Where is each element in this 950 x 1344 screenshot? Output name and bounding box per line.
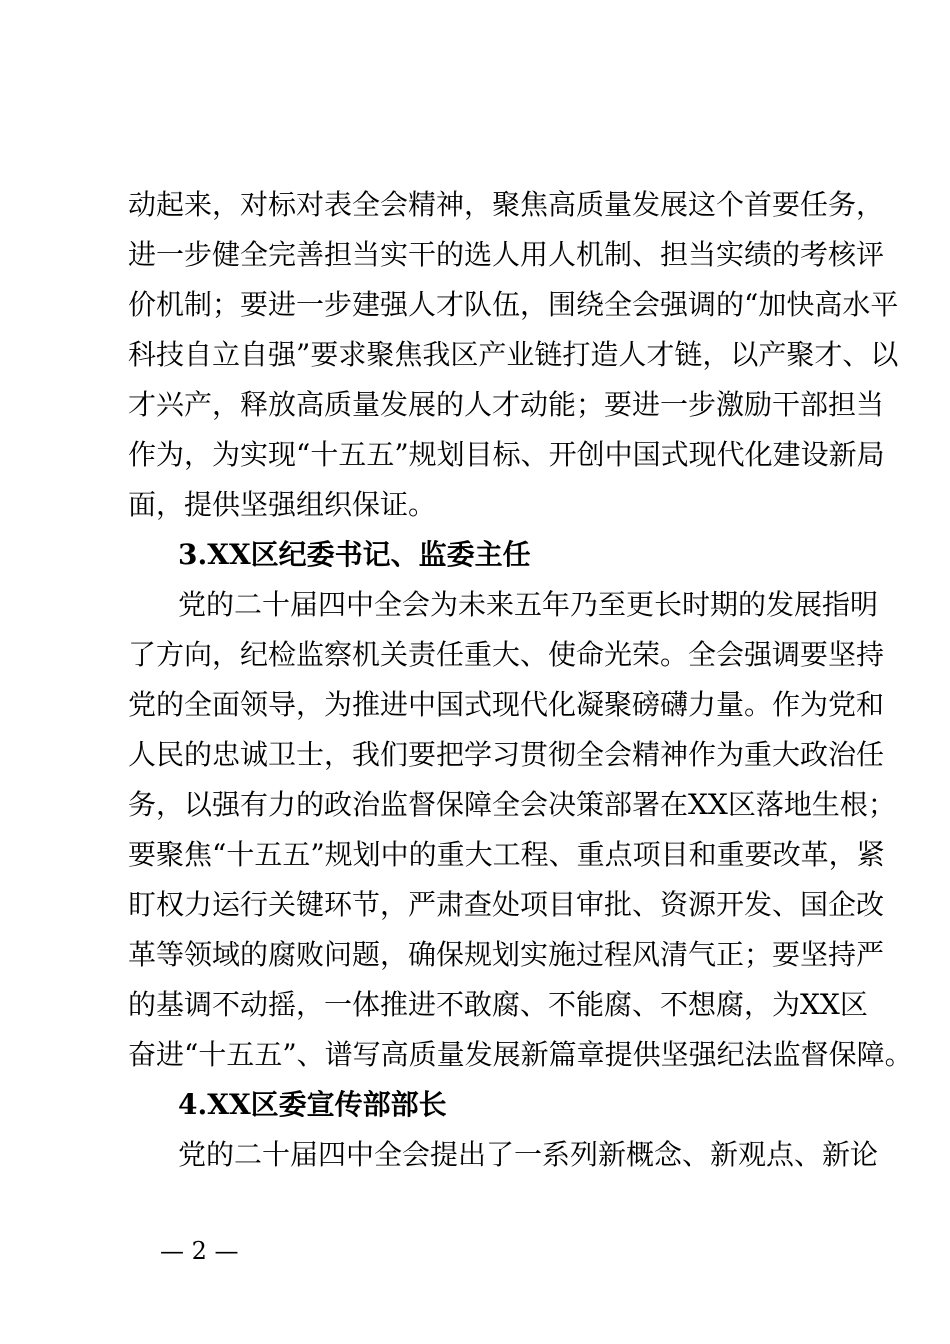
paragraph-line: 革等领域的腐败问题，确保规划实施过程风清气正；要坚持严 (128, 938, 885, 971)
paragraph-line: 党的全面领导，为推进中国式现代化凝聚磅礴力量。作为党和 (128, 688, 885, 721)
paragraph-line: 党的二十届四中全会提出了一系列新概念、新观点、新论 (178, 1138, 879, 1171)
paragraph-line: 奋进“十五五”、谱写高质量发展新篇章提供坚强纪法监督保障。 (128, 1038, 913, 1071)
page-number: — 2 — (160, 1237, 239, 1265)
paragraph-line: 务，以强有力的政治监督保障全会决策部署在XX区落地生根； (128, 788, 896, 821)
paragraph-line: 才兴产，释放高质量发展的人才动能；要进一步激励干部担当 (128, 388, 885, 421)
paragraph-line: 的基调不动摇，一体推进不敢腐、不能腐、不想腐，为XX区 (128, 988, 868, 1021)
paragraph-line: 作为，为实现“十五五”规划目标、开创中国式现代化建设新局 (128, 438, 885, 471)
section-heading-4: 4.XX区委宣传部部长 (178, 1088, 447, 1121)
paragraph-line: 动起来，对标对表全会精神，聚焦高质量发展这个首要任务， (128, 188, 885, 221)
paragraph-line: 面，提供坚强组织保证。 (128, 488, 437, 521)
paragraph-line: 党的二十届四中全会为未来五年乃至更长时期的发展指明 (178, 588, 879, 621)
paragraph-line: 盯权力运行关键环节，严肃查处项目审批、资源开发、国企改 (128, 888, 885, 921)
paragraph-line: 了方向，纪检监察机关责任重大、使命光荣。全会强调要坚持 (128, 638, 885, 671)
section-heading-3: 3.XX区纪委书记、监委主任 (178, 538, 531, 571)
paragraph-line: 科技自立自强”要求聚焦我区产业链打造人才链，以产聚才、以 (128, 338, 899, 371)
paragraph-line: 要聚焦“十五五”规划中的重大工程、重点项目和重要改革，紧 (128, 838, 885, 871)
paragraph-line: 进一步健全完善担当实干的选人用人机制、担当实绩的考核评 (128, 238, 885, 271)
paragraph-line: 价机制；要进一步建强人才队伍，围绕全会强调的“加快高水平 (128, 288, 899, 321)
paragraph-line: 人民的忠诚卫士，我们要把学习贯彻全会精神作为重大政治任 (128, 738, 885, 771)
